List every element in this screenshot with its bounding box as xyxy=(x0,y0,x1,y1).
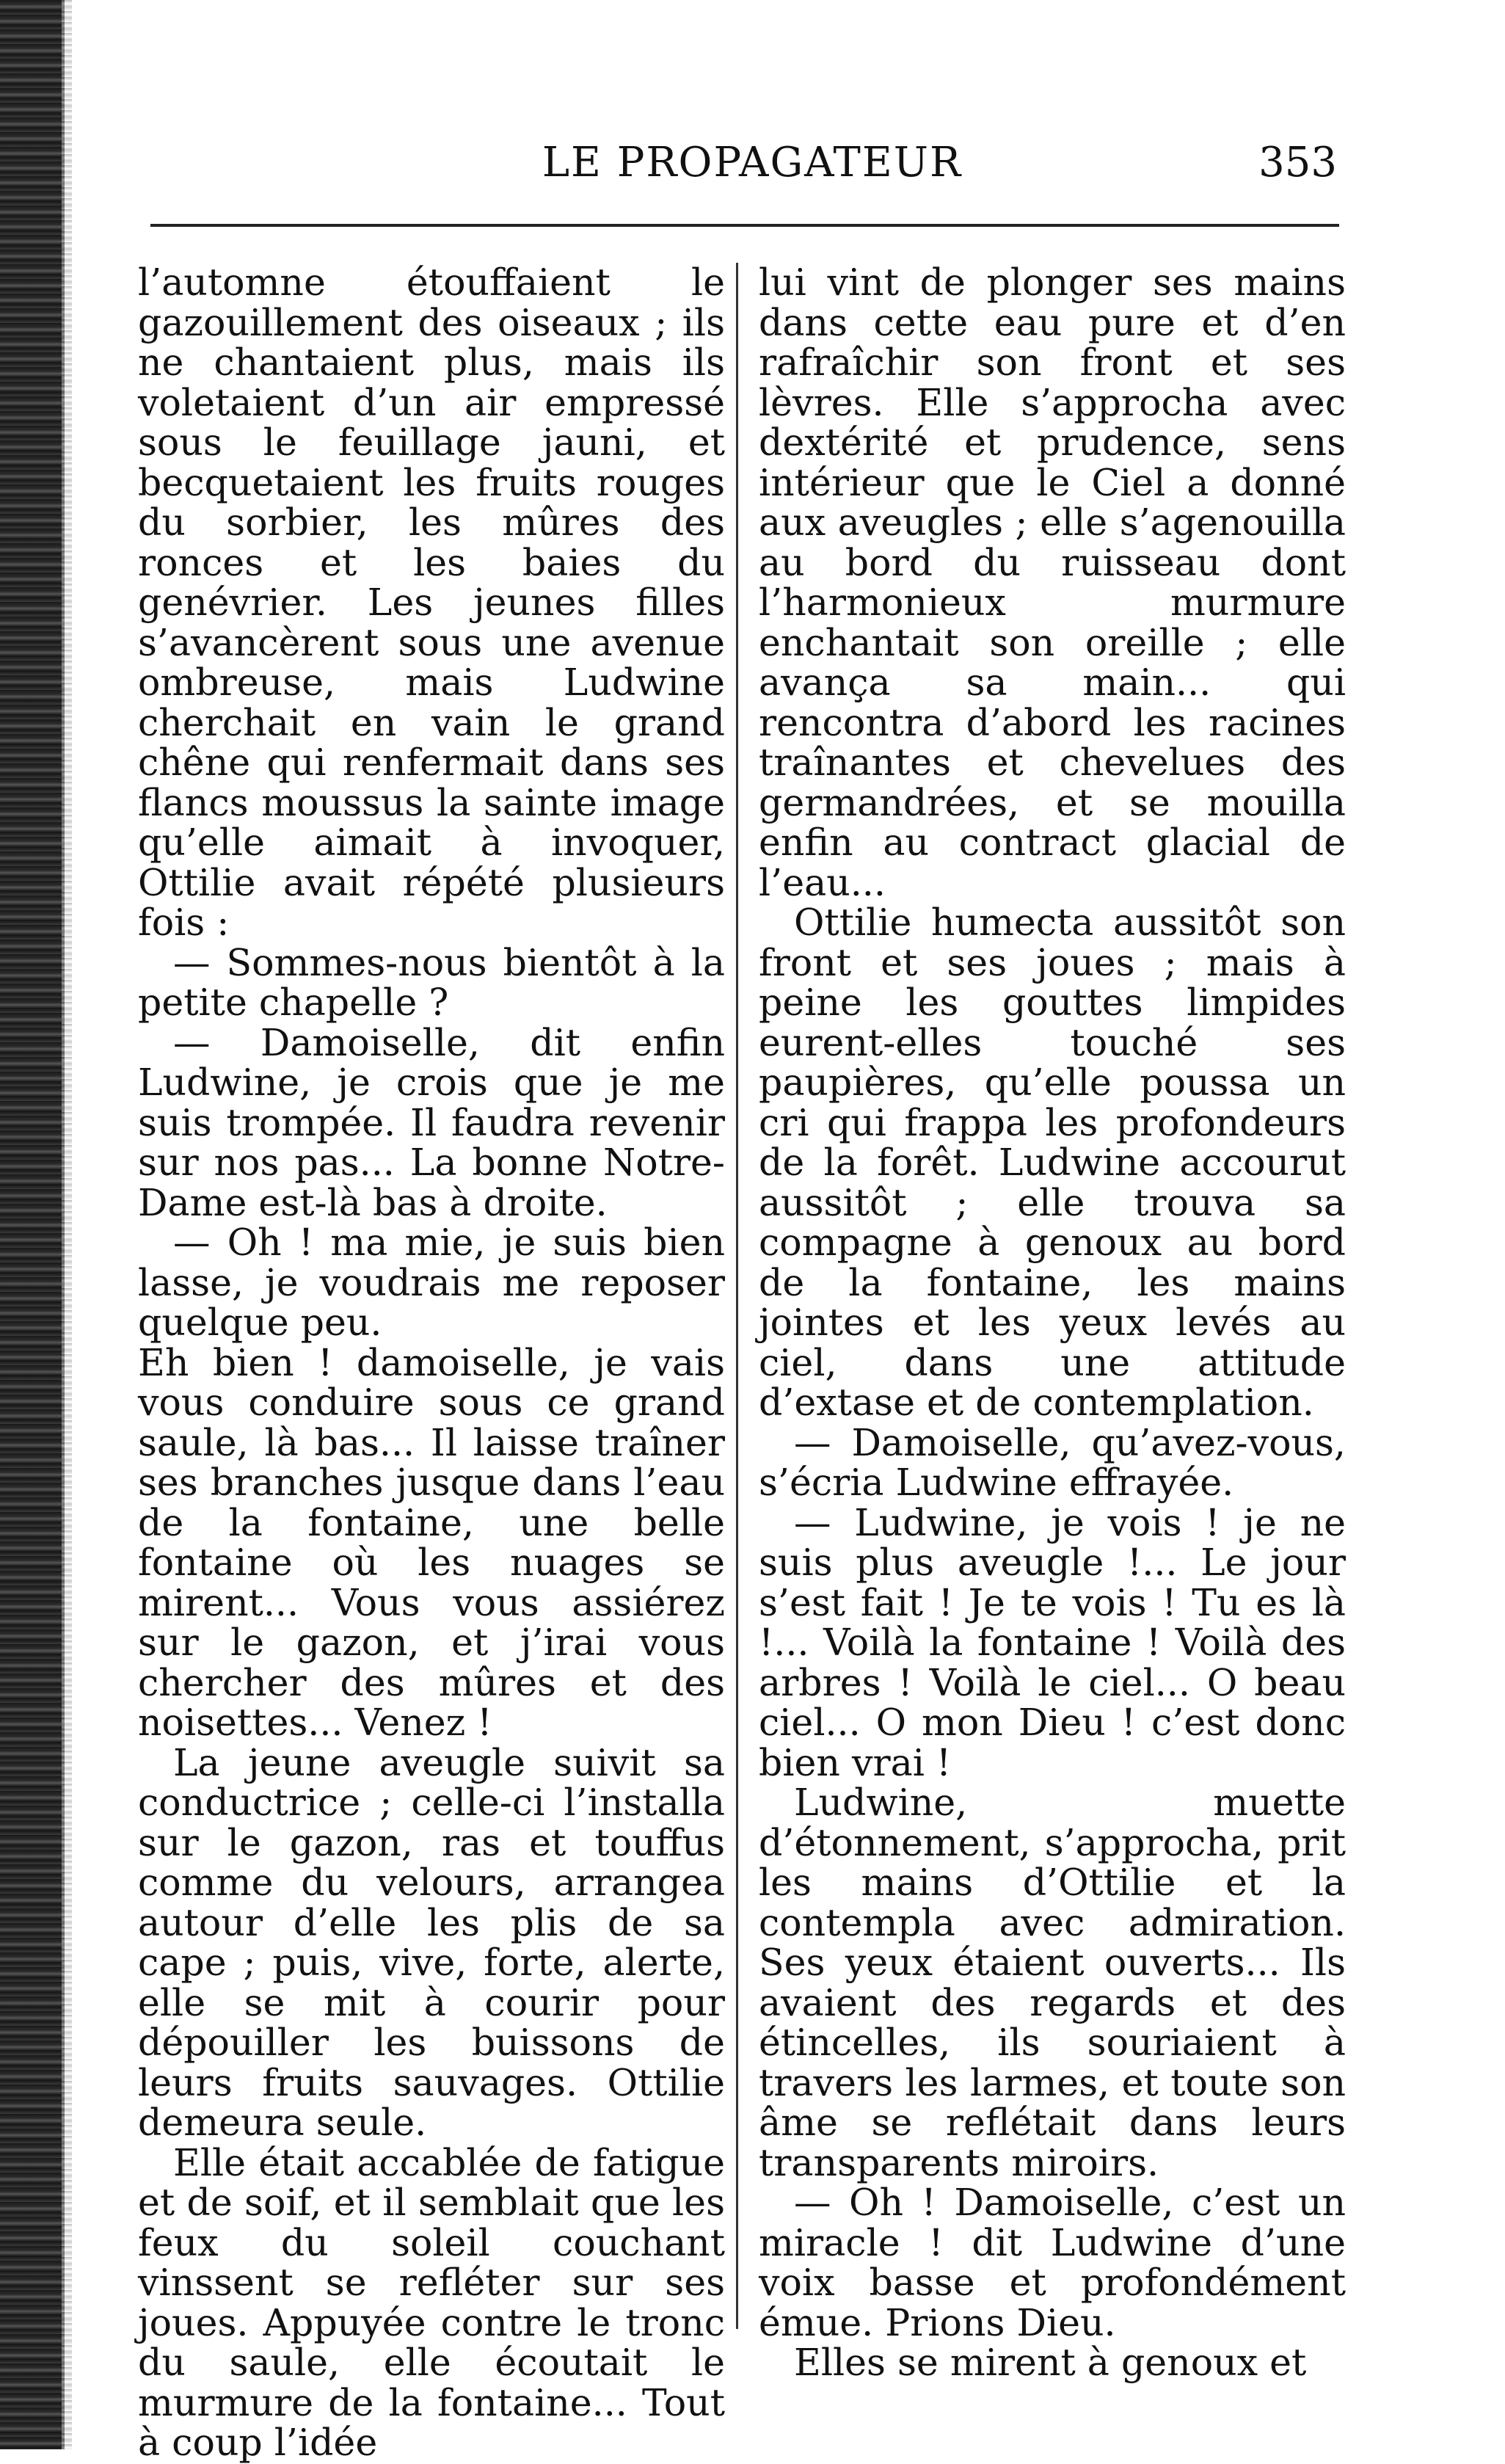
paragraph: — Damoiselle, qu’avez-vous, s’écria Ludwine effrayée. xyxy=(759,1420,1346,1504)
paragraph: — Sommes-nous bientôt à la petite chapelle ? xyxy=(138,940,725,1024)
paragraph: — Damoiselle, dit enfin Ludwine, je crois que je me suis trompée. Il faudra revenir sur nos pas... La bonne Notre-Dame est-là bas à droite. xyxy=(138,1020,725,1224)
page-number: 353 xyxy=(1258,139,1337,186)
book-spine-shadow xyxy=(0,0,65,2449)
paragraph: Ottilie humecta aussitôt son front et ses joues ; mais à peine les gouttes limpides eurent-elles touché ses paupières, qu’elle poussa un cri qui frappa les profondeurs de la forêt. Ludwine accourut aussitôt ; elle trouva sa compagne à genoux au bord de la fontaine, les mains jointes et les yeux levés au ciel, dans une attitude d’extase et de contemplation. xyxy=(759,901,1346,1424)
left-column xyxy=(138,263,725,2463)
header-rule xyxy=(150,224,1339,227)
paragraph: Elles se mirent à genoux et xyxy=(794,2341,1307,2384)
right-column xyxy=(759,263,1346,2383)
paragraph: lui vint de plonger ses mains dans cette eau pure et d’en rafraîchir son front et ses lèvres. Elle s’approcha avec dextérité et prudence, sens intérieur que le Ciel a donné aux aveugles ; elle s’agenouilla au bord du ruisseau dont l’harmonieux murmure enchantait son oreille ; elle avança sa main... qui rencontra d’abord les racines traînantes et chevelues des germandrées, et se mouilla enfin au contract glacial de l’eau... xyxy=(759,261,1346,904)
paragraph: l’automne étouffaient le gazouillement des oiseaux ; ils ne chantaient plus, mais ils voletaient d’un air empressé sous le feuillage jauni, et becquetaient les fruits rouges du sorbier, les mûres des ronces et les baies du genévrier. Les jeunes filles s’avancèrent sous une avenue ombreuse, mais Ludwine cherchait en vain le grand chêne qui renfermait dans ses flancs moussus la sainte image qu’elle aimait à invoquer, Ottilie avait répété plusieurs fois : xyxy=(138,261,725,944)
paragraph: — Oh ! ma mie, je suis bien lasse, je voudrais me reposer quelque peu. xyxy=(138,1221,725,1344)
running-head xyxy=(147,128,1358,195)
page-title: LE PROPAGATEUR xyxy=(542,139,963,186)
paragraph: Ludwine, muette d’étonnement, s’approcha, prit les mains d’Ottilie et la contempla avec admiration. Ses yeux étaient ouverts... Ils avaient des regards et des étincelles, ils souriaient à travers les larmes, et toute son âme se reflétait dans leurs transparents miroirs. xyxy=(759,1781,1346,2184)
paragraph: Eh bien ! damoiselle, je vais vous conduire sous ce grand saule, là bas... Il laisse traîner ses branches jusque dans l’eau de la fontaine, une belle fontaine où les nuages se mirent... Vous vous assiérez sur le gazon, et j’irai vous chercher des mûres et des noisettes... Venez ! xyxy=(138,1340,725,1744)
paragraph: — Oh ! Damoiselle, c’est un miracle ! dit Ludwine d’une voix basse et profondément émue. Prions Dieu. xyxy=(759,2181,1346,2344)
paragraph: La jeune aveugle suivit sa conductrice ; celle-ci l’installa sur le gazon, ras et touffus comme du velours, arrangea autour d’elle les plis de sa cape ; puis, vive, forte, alerte, elle se mit à courir pour dépouiller les buissons de leurs fruits sauvages. Ottilie demeura seule. xyxy=(138,1740,725,2144)
column-divider xyxy=(736,263,738,2329)
paragraph: — Ludwine, je vois ! je ne suis plus aveugle !... Le jour s’est fait ! Je te vois ! Tu es là !... Voilà la fontaine ! Voilà des arbres ! Voilà le ciel... O beau ciel... O mon Dieu ! c’est donc bien vrai ! xyxy=(759,1500,1346,1784)
paragraph: Elle était accablée de fatigue et de soif, et il semblait que les feux du soleil couchant vinssent se refléter sur ses joues. Appuyée contre le tronc du saule, elle écoutait le murmure de la fontaine... Tout à coup l’idée xyxy=(138,2140,725,2464)
